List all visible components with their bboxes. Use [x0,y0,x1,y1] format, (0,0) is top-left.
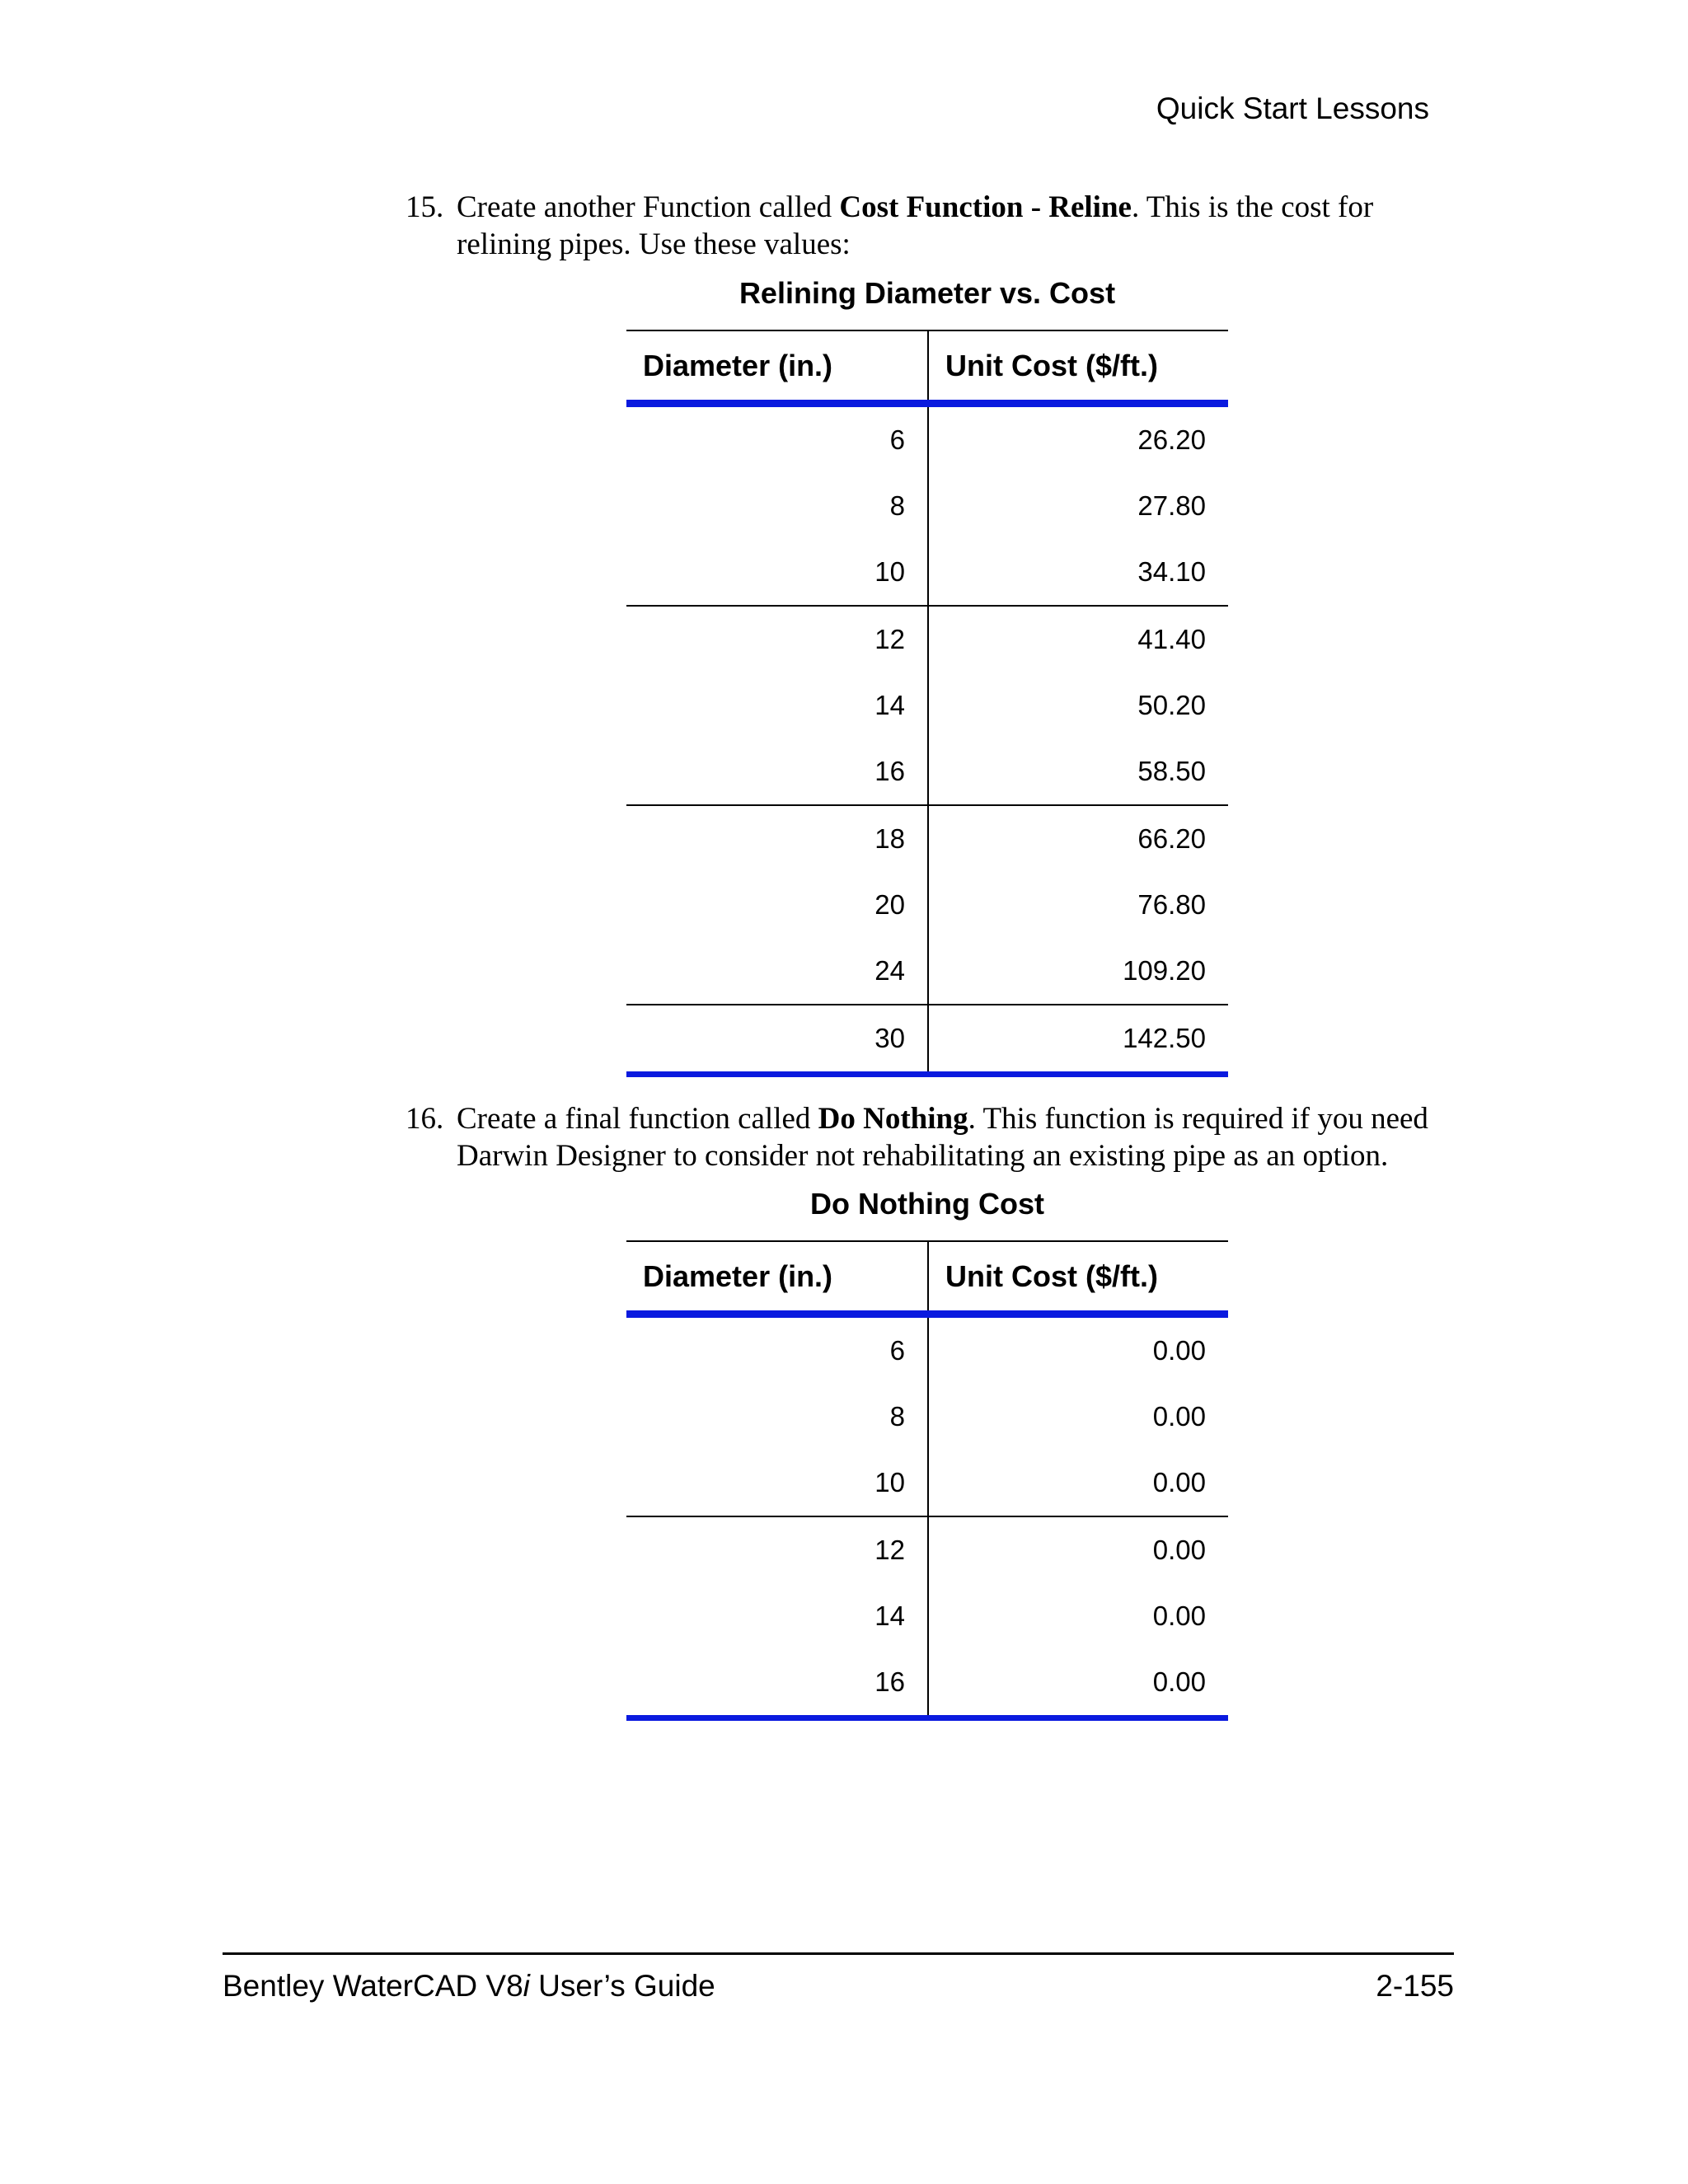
table-row [626,606,1228,673]
footer-rule [223,1952,1454,1955]
table-header-row [626,1241,1228,1315]
table-row [626,673,1228,738]
step-16 [406,1100,1444,1174]
function-name: Cost Function - Reline [839,190,1132,224]
book-title-italic: i [523,1969,530,2003]
column-header: Diameter (in.) [626,1241,928,1315]
diameter-cell: 10 [626,539,928,606]
diameter-cell: 30 [626,1005,928,1075]
step-15 [406,189,1444,263]
table-row [626,805,1228,872]
relining-cost-table [626,330,1228,1077]
unit-cost-cell: 0.00 [928,1450,1228,1516]
table-row [626,1516,1228,1583]
table-title: Do Nothing Cost [810,1187,1044,1221]
column-header: Unit Cost ($/ft.) [928,330,1228,404]
table-row [626,938,1228,1005]
table-row [626,1384,1228,1450]
diameter-cell: 24 [626,938,928,1005]
diameter-cell: 14 [626,1583,928,1649]
step-text [457,1100,1444,1174]
diameter-cell: 18 [626,805,928,872]
step-text-part: . This is the cost for relining pipes. Use these values: [457,190,1374,261]
diameter-cell: 16 [626,738,928,805]
unit-cost-cell: 142.50 [928,1005,1228,1075]
table-row [626,1005,1228,1075]
book-title-suffix: User’s Guide [529,1969,715,2003]
column-header: Unit Cost ($/ft.) [928,1241,1228,1315]
unit-cost-cell: 0.00 [1152,1401,1206,1432]
diameter-cell: 12 [626,606,928,673]
diameter-cell: 8 [626,473,928,539]
table-row [626,539,1228,606]
diameter-cell: 6 [626,404,928,474]
book-title-prefix: Bentley WaterCAD V8 [223,1969,523,2003]
unit-cost-cell: 0.00 [1152,1335,1206,1366]
unit-cost-cell: 66.20 [1137,823,1206,854]
unit-cost-cell: 34.10 [928,539,1228,606]
unit-cost-cell: 50.20 [1137,690,1206,720]
table-row [626,872,1228,938]
diameter-cell: 8 [626,1384,928,1450]
table-row [626,738,1228,805]
step-number: 15. [406,190,444,224]
unit-cost-cell: 0.00 [928,1649,1228,1718]
footer-book-title [223,1966,715,2006]
table-header-row [626,330,1228,404]
unit-cost-cell: 58.50 [928,738,1228,805]
unit-cost-cell: 76.80 [1137,889,1206,920]
unit-cost-cell: 26.20 [1137,424,1206,455]
step-text-part: Create another Function called [457,190,840,224]
step-text-part: . This function is required if you need Darwin Designer to consider not rehabilitating an existing pipe as an option. [457,1102,1428,1173]
diameter-cell: 16 [626,1649,928,1718]
table-row [626,1583,1228,1649]
function-name: Do Nothing [818,1102,968,1136]
do-nothing-cost-table [626,1240,1228,1721]
table-title: Relining Diameter vs. Cost [738,276,1116,310]
table-row [626,404,1228,474]
diameter-cell: 20 [626,872,928,938]
diameter-cell: 14 [626,673,928,738]
step-text [457,189,1444,263]
unit-cost-cell: 109.20 [928,938,1228,1005]
unit-cost-cell: 27.80 [1137,490,1206,521]
column-header: Diameter (in.) [626,330,928,404]
step-text-part: Create a final function called [457,1102,818,1136]
table-row [626,473,1228,539]
table-row [626,1450,1228,1516]
page-number: 2-155 [1376,1969,1454,2003]
step-number: 16. [406,1102,444,1136]
diameter-cell: 6 [626,1315,928,1385]
diameter-cell: 10 [626,1450,928,1516]
diameter-cell: 12 [626,1516,928,1583]
unit-cost-cell: 0.00 [1152,1601,1206,1631]
table-row [626,1315,1228,1385]
running-header: Quick Start Lessons [1156,91,1429,125]
table-row [626,1649,1228,1718]
unit-cost-cell: 41.40 [1137,624,1206,654]
unit-cost-cell: 0.00 [1152,1535,1206,1565]
